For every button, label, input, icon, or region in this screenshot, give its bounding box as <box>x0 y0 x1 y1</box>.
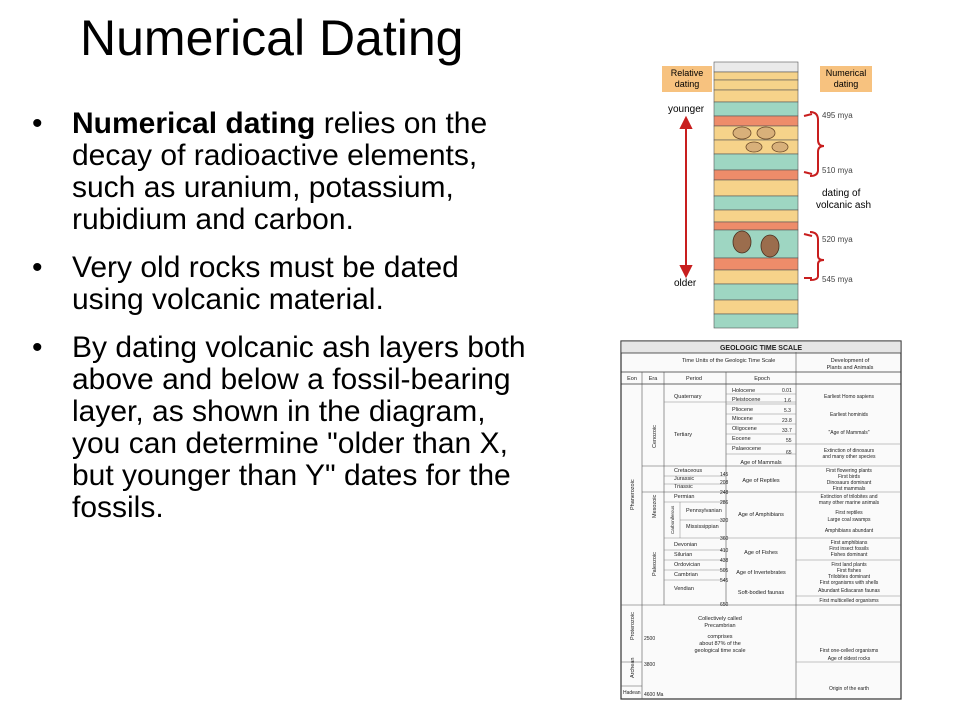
age-2500: 2500 <box>644 636 656 642</box>
eon-proterozoic: Proterozoic <box>630 612 636 640</box>
event-7: First birds <box>838 474 860 480</box>
bullet-text: Very old rocks must be dated using volcanic material. <box>72 251 459 316</box>
age-495: 495 mya <box>822 111 853 120</box>
event-6: First flowering plants <box>826 468 872 474</box>
age-of-invertebrates: Age of Invertebrates <box>736 570 786 576</box>
numerical-label-1: Numerical <box>825 68 867 78</box>
period-tertiary: Tertiary <box>674 432 693 438</box>
event-9: First mammals <box>832 486 866 492</box>
ash-label-1: dating of <box>822 188 861 199</box>
slide-title: Numerical Dating <box>80 10 464 66</box>
bullet-text: relies on the decay of radioactive elements, such as uranium, potassium, rubidium and carbon. <box>72 107 488 236</box>
precambrian-line-5: geological time scale <box>694 648 746 654</box>
age-of-mammals: Age of Mammals <box>740 460 782 466</box>
event-4: Extinction of dinosaurs <box>823 448 875 454</box>
col-eon: Eon <box>627 376 637 382</box>
event-24: First one-celled organisms <box>819 648 879 654</box>
era-cenozoic: Cenozoic <box>652 425 658 448</box>
age-of-amphibians: Age of Amphibians <box>738 512 784 518</box>
age-286: 286 <box>720 500 729 506</box>
event-16: First insect fossils <box>829 546 869 552</box>
age-410: 410 <box>720 548 729 554</box>
age-0-01: 0.01 <box>782 388 792 394</box>
period-cretaceous: Cretaceous <box>674 468 703 474</box>
event-10: Extinction of trilobites and <box>820 494 878 500</box>
epoch-oligocene: Oligocene <box>732 426 757 432</box>
eon-hadean: Hadean <box>623 690 641 696</box>
units-header: Time Units of the Geologic Time Scale <box>682 358 776 364</box>
eon-phanerozoic: Phanerozoic <box>630 479 636 510</box>
age-3800: 3800 <box>644 662 656 668</box>
bullet-item <box>30 332 535 524</box>
event-1: Earliest Homo sapiens <box>823 394 875 400</box>
age-of-reptiles: Age of Reptiles <box>742 478 780 484</box>
precambrian-line-1: Collectively called <box>698 616 742 622</box>
age-of-fishes: Age of Fishes <box>744 550 778 556</box>
col-era: Era <box>648 376 658 382</box>
event-17: Fishes dominant <box>830 552 868 558</box>
bullet-text: By dating volcanic ash layers both above and below a fossil-bearing layer, as shown in the diagram, you can determine "older than X, but younger than Y" dates for the fossils. <box>72 331 526 524</box>
timescale-title: GEOLOGIC TIME SCALE <box>719 345 803 352</box>
strata-column <box>714 62 798 328</box>
ash-braces <box>804 112 824 280</box>
event-11: many other marine animals <box>818 500 880 506</box>
eon-archean: Archean <box>630 657 636 678</box>
epoch-palaeocene: Palaeocene <box>732 446 762 452</box>
bullet-item <box>30 252 535 316</box>
event-18: First land plants <box>831 562 867 568</box>
age-145: 145 <box>720 472 729 478</box>
epoch-eocene: Eocene <box>732 436 751 442</box>
event-26: Origin of the earth <box>828 686 870 692</box>
age-545: 545 <box>720 578 729 584</box>
age-33-7: 33.7 <box>782 428 792 434</box>
event-13: Large coal swamps <box>827 517 871 523</box>
event-22: Abundant Ediacaran faunas <box>818 588 880 594</box>
age-5-3: 5.3 <box>784 408 791 414</box>
period-ordovician: Ordovician <box>674 562 701 568</box>
bullet-list <box>30 108 535 540</box>
soft-bodied-faunas: Soft-bodied faunas <box>737 590 785 596</box>
era-mesozoic: Mesozoic <box>652 494 658 518</box>
event-2: Earliest hominids <box>829 412 869 418</box>
bullet-bold-term: Numerical dating <box>72 107 316 140</box>
age-arrow <box>681 118 691 276</box>
event-25: Age of oldest rocks <box>827 656 871 662</box>
numerical-label-2: dating <box>833 79 859 89</box>
period-devonian: Devonian <box>674 542 698 548</box>
period-vendian: Vendian <box>674 586 694 592</box>
precambrian-line-2: Precambrian <box>704 623 736 629</box>
age-505: 505 <box>720 568 729 574</box>
event-23: First multicelled organisms <box>819 598 879 604</box>
age-55: 55 <box>786 438 792 444</box>
period-triassic: Triassic <box>674 484 693 490</box>
epoch-pleistocene: Pleistocene <box>732 397 761 403</box>
bullet-item <box>30 108 535 236</box>
epoch-pliocene: Pliocene <box>732 407 754 413</box>
age-208: 208 <box>720 480 729 486</box>
strata-diagram <box>662 60 887 330</box>
period-mississippian: Mississippian <box>686 524 719 530</box>
event-5: and many other species <box>822 454 876 460</box>
event-3: "Age of Mammals" <box>828 430 870 436</box>
age-4600: 4600 Ma <box>644 692 664 698</box>
period-silurian: Silurian <box>674 552 693 558</box>
age-1-6: 1.6 <box>784 398 791 404</box>
age-650: 650 <box>720 602 729 608</box>
age-360: 360 <box>720 536 729 542</box>
period-jurassic: Jurassic <box>674 476 695 482</box>
period-permian: Permian <box>674 494 695 500</box>
dev-header-2: Plants and Animals <box>826 365 874 371</box>
age-510: 510 mya <box>822 166 853 175</box>
era-paleozoic: Paleozoic <box>652 552 658 576</box>
precambrian-line-3: comprises <box>707 634 733 640</box>
event-12: First reptiles <box>835 510 863 516</box>
event-21: First organisms with shells <box>819 580 879 586</box>
event-20: Trilobites dominant <box>827 574 871 580</box>
age-520: 520 mya <box>822 235 853 244</box>
age-438: 438 <box>720 558 729 564</box>
period-carboniferous: Carboniferous <box>670 505 675 534</box>
precambrian-line-4: about 87% of the <box>699 641 741 647</box>
event-14: Amphibians abundant <box>824 528 874 534</box>
relative-label-2: dating <box>674 79 700 89</box>
ash-label-2: volcanic ash <box>816 200 872 211</box>
age-23-8: 23.8 <box>782 418 792 424</box>
col-period: Period <box>686 376 702 382</box>
epoch-miocene: Miocene <box>732 416 753 422</box>
period-quaternary: Quaternary <box>674 394 702 400</box>
older-label: older <box>674 278 697 289</box>
period-pennsylvanian: Pennsylvanian <box>686 508 722 514</box>
epoch-holocene: Holocene <box>732 388 756 394</box>
col-epoch: Epoch <box>754 376 770 382</box>
event-15: First amphibians <box>830 540 868 546</box>
event-19: First fishes <box>836 568 862 574</box>
event-8: Dinosaurs dominant <box>826 480 872 486</box>
age-320: 320 <box>720 518 729 524</box>
period-cambrian: Cambrian <box>674 572 698 578</box>
dev-header-1: Development of <box>830 358 870 364</box>
age-65: 65 <box>786 450 792 456</box>
relative-label-1: Relative <box>670 68 704 78</box>
age-248: 248 <box>720 490 729 496</box>
geologic-time-scale <box>620 340 902 700</box>
age-545: 545 mya <box>822 275 853 284</box>
younger-label: younger <box>668 104 705 115</box>
